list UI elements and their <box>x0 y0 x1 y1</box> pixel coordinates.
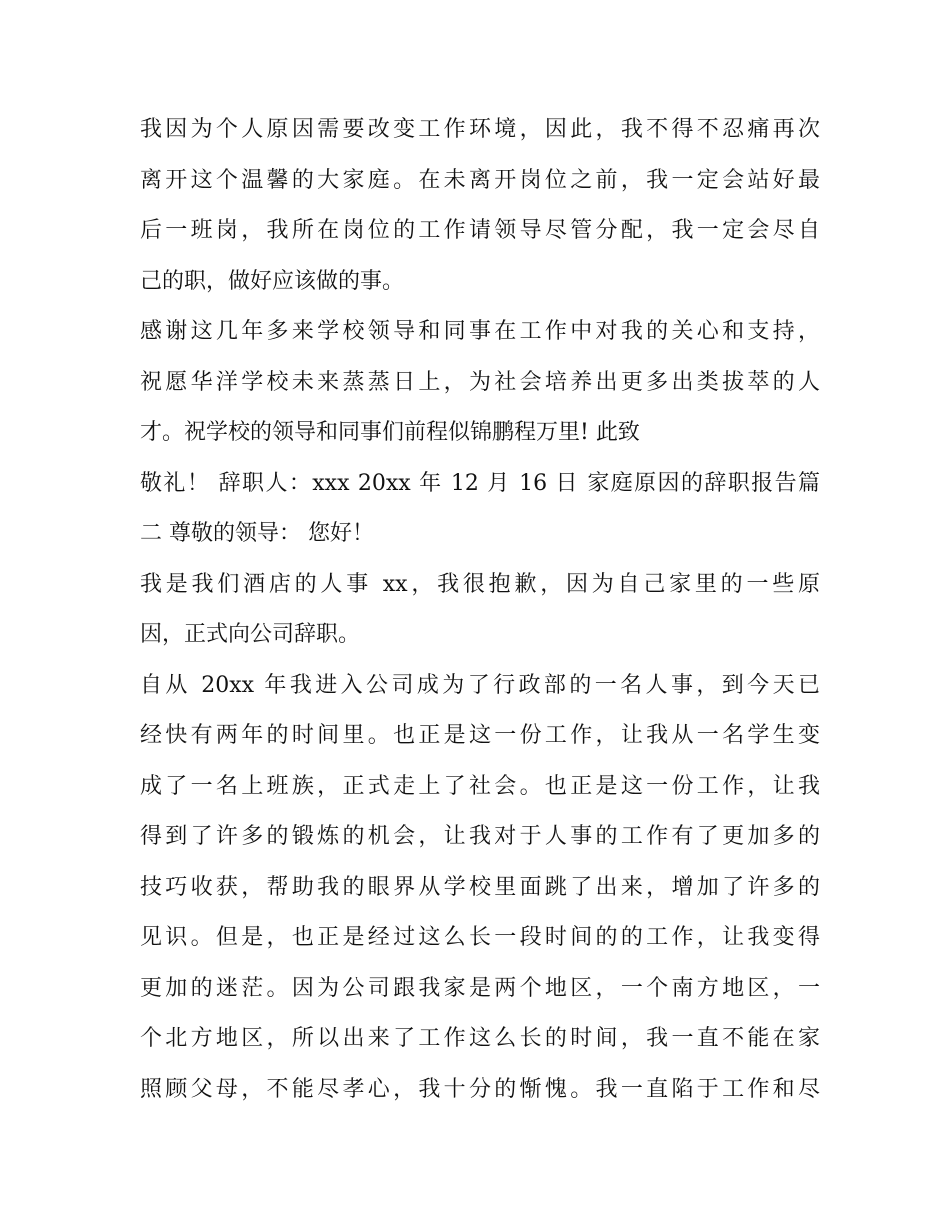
text-line: 祝愿华洋学校未来蒸蒸日上，为社会培养出更多出类拔萃的人 <box>140 369 820 395</box>
text-line: 己的职，做好应该做的事。 <box>140 268 405 294</box>
text-line: 因，正式向公司辞职。 <box>140 622 361 647</box>
text-line: 感谢这几年多来学校领导和同事在工作中对我的关心和支持， <box>140 319 820 344</box>
text-line: 照顾父母，不能尽孝心，我十分的惭愧。我一直陷于工作和尽 <box>140 1076 820 1102</box>
text-line: 更加的迷茫。因为公司跟我家是两个地区，一个南方地区，一 <box>140 975 820 1001</box>
text-line: 敬礼！ 辞职人：xxx 20xx 年 12 月 16 日 家庭原因的辞职报告篇 <box>140 470 820 496</box>
document-body-text <box>140 105 820 1115</box>
text-line: 成了一名上班族，正式走上了社会。也正是这一份工作，让我 <box>140 773 820 799</box>
text-line: 后一班岗，我所在岗位的工作请领导尽管分配，我一定会尽自 <box>140 218 820 243</box>
text-line: 技巧收获，帮助我的眼界从学校里面跳了出来，增加了许多的 <box>140 874 820 900</box>
text-line: 个北方地区，所以出来了工作这么长的时间，我一直不能在家 <box>140 1026 820 1051</box>
text-line: 我是我们酒店的人事 xx，我很抱歉，因为自己家里的一些原 <box>140 571 820 597</box>
text-line: 见识。但是，也正是经过这么长一段时间的的工作，让我变得 <box>140 925 820 950</box>
text-line: 得到了许多的锻炼的机会，让我对于人事的工作有了更加多的 <box>140 824 820 849</box>
text-line: 离开这个温馨的大家庭。在未离开岗位之前，我一定会站好最 <box>140 167 820 193</box>
text-line: 二 尊敬的领导： 您好！ <box>140 521 374 546</box>
text-line: 经快有两年的时间里。也正是这一份工作，让我从一名学生变 <box>140 723 820 748</box>
text-line: 我因为个人原因需要改变工作环境，因此，我不得不忍痛再次 <box>140 117 820 142</box>
text-line: 自从 20xx 年我进入公司成为了行政部的一名人事，到今天已 <box>140 672 820 698</box>
text-line: 才。祝学校的领导和同事们前程似锦鹏程万里! 此致 <box>140 420 640 445</box>
